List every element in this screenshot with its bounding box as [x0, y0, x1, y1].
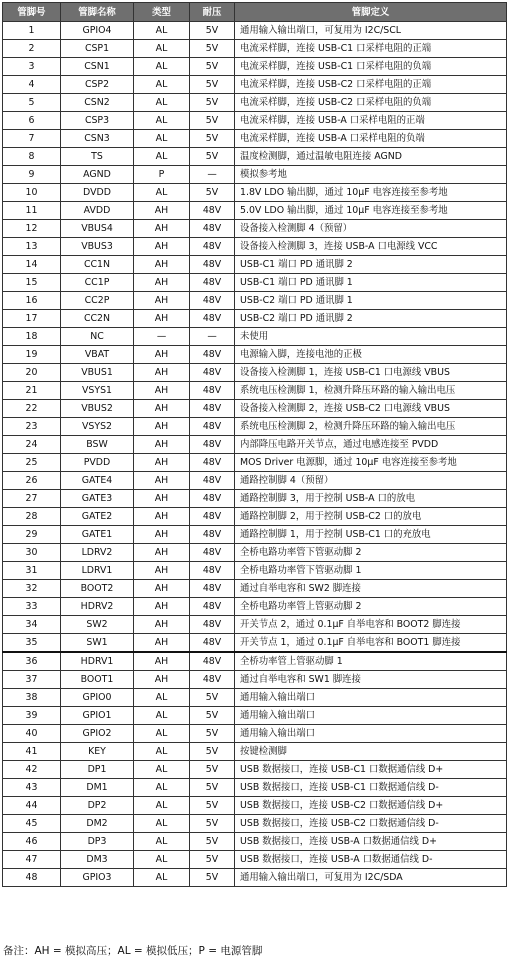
cell-pin-no: 44: [3, 797, 61, 815]
table-row: [3, 707, 507, 725]
cell-voltage: 5V: [190, 815, 235, 833]
cell-pin-no: 46: [3, 833, 61, 851]
cell-definition: USB 数据接口，连接 USB-A 口数据通信线 D+: [235, 833, 507, 851]
cell-definition: USB 数据接口，连接 USB-A 口数据通信线 D-: [235, 851, 507, 869]
cell-type: AH: [134, 202, 190, 220]
header-type: 类型: [134, 3, 190, 22]
cell-voltage: 5V: [190, 743, 235, 761]
cell-pin-name: AVDD: [61, 202, 134, 220]
cell-definition: 模拟参考地: [235, 166, 507, 184]
cell-pin-name: VBUS1: [61, 364, 134, 382]
cell-definition: 通路控制脚 1，用于控制 USB-C1 口的充放电: [235, 526, 507, 544]
cell-type: AH: [134, 238, 190, 256]
cell-pin-name: TS: [61, 148, 134, 166]
cell-voltage: 48V: [190, 562, 235, 580]
table-row: [3, 616, 507, 634]
cell-voltage: 5V: [190, 148, 235, 166]
cell-pin-name: VBAT: [61, 346, 134, 364]
cell-voltage: 5V: [190, 707, 235, 725]
table-row: [3, 148, 507, 166]
cell-voltage: 48V: [190, 436, 235, 454]
cell-type: AH: [134, 292, 190, 310]
cell-type: AH: [134, 256, 190, 274]
cell-voltage: 48V: [190, 274, 235, 292]
cell-definition: 温度检测脚，通过温敏电阻连接 AGND: [235, 148, 507, 166]
cell-pin-name: LDRV2: [61, 544, 134, 562]
cell-pin-no: 8: [3, 148, 61, 166]
cell-voltage: 48V: [190, 472, 235, 490]
cell-voltage: 5V: [190, 779, 235, 797]
cell-definition: 设备接入检测脚 3，连接 USB-A 口电源线 VCC: [235, 238, 507, 256]
cell-pin-no: 20: [3, 364, 61, 382]
table-row: [3, 815, 507, 833]
cell-definition: 通用输入输出端口: [235, 689, 507, 707]
table-row: [3, 382, 507, 400]
cell-voltage: 48V: [190, 292, 235, 310]
cell-pin-no: 14: [3, 256, 61, 274]
cell-type: AL: [134, 40, 190, 58]
cell-type: AL: [134, 58, 190, 76]
cell-type: AH: [134, 382, 190, 400]
cell-definition: USB 数据接口，连接 USB-C1 口数据通信线 D+: [235, 761, 507, 779]
table-row: [3, 797, 507, 815]
table-row: [3, 833, 507, 851]
table-row: [3, 166, 507, 184]
cell-type: AL: [134, 725, 190, 743]
cell-pin-no: 29: [3, 526, 61, 544]
header-definition: 管脚定义: [235, 3, 507, 22]
table-row: [3, 310, 507, 328]
cell-type: AH: [134, 472, 190, 490]
cell-pin-no: 9: [3, 166, 61, 184]
cell-pin-name: HDRV2: [61, 598, 134, 616]
cell-pin-name: GATE2: [61, 508, 134, 526]
cell-definition: USB-C2 端口 PD 通讯脚 2: [235, 310, 507, 328]
cell-type: AL: [134, 94, 190, 112]
cell-pin-name: CSN3: [61, 130, 134, 148]
cell-type: AL: [134, 761, 190, 779]
cell-type: AH: [134, 508, 190, 526]
table-row: [3, 490, 507, 508]
cell-voltage: 48V: [190, 202, 235, 220]
table-row: [3, 238, 507, 256]
cell-pin-no: 40: [3, 725, 61, 743]
cell-voltage: —: [190, 328, 235, 346]
table-row: [3, 562, 507, 580]
cell-pin-no: 43: [3, 779, 61, 797]
cell-type: AL: [134, 743, 190, 761]
cell-pin-name: CSP1: [61, 40, 134, 58]
cell-pin-name: VSYS2: [61, 418, 134, 436]
cell-definition: 通路控制脚 4（预留）: [235, 472, 507, 490]
cell-voltage: 48V: [190, 652, 235, 671]
cell-type: AH: [134, 544, 190, 562]
cell-voltage: 5V: [190, 869, 235, 887]
cell-voltage: 48V: [190, 490, 235, 508]
cell-pin-name: CC2P: [61, 292, 134, 310]
cell-pin-no: 22: [3, 400, 61, 418]
cell-type: AH: [134, 454, 190, 472]
cell-pin-name: GATE1: [61, 526, 134, 544]
cell-type: —: [134, 328, 190, 346]
cell-pin-name: CSP3: [61, 112, 134, 130]
cell-type: AH: [134, 562, 190, 580]
cell-definition: USB-C1 端口 PD 通讯脚 1: [235, 274, 507, 292]
cell-definition: 按键检测脚: [235, 743, 507, 761]
cell-type: AL: [134, 833, 190, 851]
cell-pin-no: 48: [3, 869, 61, 887]
table-row: [3, 725, 507, 743]
cell-voltage: 48V: [190, 616, 235, 634]
cell-pin-no: 21: [3, 382, 61, 400]
cell-pin-no: 45: [3, 815, 61, 833]
table-row: [3, 526, 507, 544]
table-row: [3, 598, 507, 616]
cell-definition: 通路控制脚 2，用于控制 USB-C2 口的放电: [235, 508, 507, 526]
cell-pin-no: 23: [3, 418, 61, 436]
table-row: [3, 184, 507, 202]
cell-pin-no: 7: [3, 130, 61, 148]
cell-pin-no: 1: [3, 22, 61, 40]
cell-definition: 通用输入输出端口，可复用为 I2C/SDA: [235, 869, 507, 887]
cell-pin-no: 13: [3, 238, 61, 256]
cell-pin-name: CC1N: [61, 256, 134, 274]
cell-pin-name: BOOT1: [61, 671, 134, 689]
cell-voltage: 5V: [190, 58, 235, 76]
cell-voltage: 48V: [190, 526, 235, 544]
cell-voltage: 48V: [190, 454, 235, 472]
cell-pin-name: NC: [61, 328, 134, 346]
cell-pin-name: DVDD: [61, 184, 134, 202]
cell-voltage: 48V: [190, 310, 235, 328]
cell-voltage: 5V: [190, 76, 235, 94]
cell-definition: 通路控制脚 3，用于控制 USB-A 口的放电: [235, 490, 507, 508]
cell-type: AH: [134, 652, 190, 671]
cell-voltage: 5V: [190, 22, 235, 40]
cell-pin-no: 16: [3, 292, 61, 310]
cell-definition: 设备接入检测脚 2，连接 USB-C2 口电源线 VBUS: [235, 400, 507, 418]
cell-pin-no: 24: [3, 436, 61, 454]
cell-pin-name: GPIO2: [61, 725, 134, 743]
cell-pin-name: DM3: [61, 851, 134, 869]
cell-voltage: 48V: [190, 598, 235, 616]
cell-definition: USB-C2 端口 PD 通讯脚 1: [235, 292, 507, 310]
cell-definition: 通过自举电容和 SW2 脚连接: [235, 580, 507, 598]
table-row: [3, 40, 507, 58]
table-row: [3, 112, 507, 130]
cell-type: AH: [134, 436, 190, 454]
cell-type: AH: [134, 616, 190, 634]
table-row: [3, 292, 507, 310]
cell-pin-name: BSW: [61, 436, 134, 454]
table-row: [3, 472, 507, 490]
cell-definition: 全桥功率管上管驱动脚 1: [235, 652, 507, 671]
cell-voltage: 48V: [190, 544, 235, 562]
table-row: [3, 22, 507, 40]
cell-pin-name: KEY: [61, 743, 134, 761]
cell-type: AL: [134, 779, 190, 797]
cell-definition: 未使用: [235, 328, 507, 346]
cell-pin-no: 28: [3, 508, 61, 526]
cell-pin-no: 47: [3, 851, 61, 869]
cell-voltage: 48V: [190, 671, 235, 689]
cell-type: AL: [134, 869, 190, 887]
cell-pin-name: DP1: [61, 761, 134, 779]
cell-definition: 通用输入输出端口: [235, 707, 507, 725]
table-row: [3, 454, 507, 472]
cell-pin-name: GPIO4: [61, 22, 134, 40]
table-row: [3, 328, 507, 346]
cell-type: AH: [134, 671, 190, 689]
cell-definition: 电流采样脚，连接 USB-A 口采样电阻的正端: [235, 112, 507, 130]
cell-pin-name: CSN2: [61, 94, 134, 112]
cell-type: AL: [134, 76, 190, 94]
cell-voltage: 5V: [190, 851, 235, 869]
cell-definition: 1.8V LDO 输出脚，通过 10μF 电容连接至参考地: [235, 184, 507, 202]
cell-voltage: 5V: [190, 40, 235, 58]
cell-type: AL: [134, 815, 190, 833]
cell-type: AL: [134, 184, 190, 202]
header-voltage: 耐压: [190, 3, 235, 22]
cell-definition: 全桥电路功率管下管驱动脚 1: [235, 562, 507, 580]
cell-definition: 5.0V LDO 输出脚，通过 10μF 电容连接至参考地: [235, 202, 507, 220]
cell-pin-no: 37: [3, 671, 61, 689]
cell-definition: 系统电压检测脚 2，检测升降压环路的输入输出电压: [235, 418, 507, 436]
cell-voltage: 48V: [190, 400, 235, 418]
table-row: [3, 364, 507, 382]
cell-type: P: [134, 166, 190, 184]
cell-voltage: 5V: [190, 689, 235, 707]
cell-type: AH: [134, 598, 190, 616]
cell-type: AH: [134, 490, 190, 508]
cell-pin-no: 12: [3, 220, 61, 238]
header-pin-no: 管脚号: [3, 3, 61, 22]
cell-pin-no: 27: [3, 490, 61, 508]
cell-type: AL: [134, 689, 190, 707]
table-row: [3, 779, 507, 797]
cell-pin-name: DP3: [61, 833, 134, 851]
cell-pin-name: SW1: [61, 634, 134, 653]
cell-definition: 全桥电路功率管下管驱动脚 2: [235, 544, 507, 562]
cell-definition: 通用输入输出端口: [235, 725, 507, 743]
cell-definition: 电源输入脚，连接电池的正极: [235, 346, 507, 364]
table-row: [3, 869, 507, 887]
table-row: [3, 436, 507, 454]
cell-type: AL: [134, 112, 190, 130]
table-row: [3, 76, 507, 94]
table-row: [3, 400, 507, 418]
cell-definition: 通过自举电容和 SW1 脚连接: [235, 671, 507, 689]
table-row: [3, 346, 507, 364]
cell-pin-no: 32: [3, 580, 61, 598]
cell-voltage: —: [190, 166, 235, 184]
cell-type: AL: [134, 22, 190, 40]
cell-pin-no: 26: [3, 472, 61, 490]
cell-type: AL: [134, 851, 190, 869]
cell-definition: 电流采样脚，连接 USB-C2 口采样电阻的负端: [235, 94, 507, 112]
table-row: [3, 94, 507, 112]
cell-pin-no: 25: [3, 454, 61, 472]
table-row: [3, 418, 507, 436]
cell-type: AH: [134, 220, 190, 238]
cell-voltage: 48V: [190, 580, 235, 598]
cell-pin-no: 35: [3, 634, 61, 653]
cell-type: AL: [134, 130, 190, 148]
table-row: [3, 130, 507, 148]
cell-pin-name: CC2N: [61, 310, 134, 328]
table-row: [3, 851, 507, 869]
cell-type: AH: [134, 400, 190, 418]
cell-pin-no: 38: [3, 689, 61, 707]
cell-pin-name: CSP2: [61, 76, 134, 94]
cell-pin-name: DP2: [61, 797, 134, 815]
cell-pin-no: 15: [3, 274, 61, 292]
cell-definition: USB-C1 端口 PD 通讯脚 2: [235, 256, 507, 274]
cell-type: AL: [134, 148, 190, 166]
cell-definition: 电流采样脚，连接 USB-A 口采样电阻的负端: [235, 130, 507, 148]
cell-type: AH: [134, 346, 190, 364]
cell-definition: 内部降压电路开关节点，通过电感连接至 PVDD: [235, 436, 507, 454]
cell-pin-name: VBUS3: [61, 238, 134, 256]
cell-voltage: 5V: [190, 797, 235, 815]
table-row: [3, 634, 507, 653]
cell-pin-no: 19: [3, 346, 61, 364]
cell-pin-no: 39: [3, 707, 61, 725]
cell-pin-name: GATE3: [61, 490, 134, 508]
cell-voltage: 48V: [190, 238, 235, 256]
cell-pin-no: 41: [3, 743, 61, 761]
cell-voltage: 5V: [190, 112, 235, 130]
cell-pin-no: 18: [3, 328, 61, 346]
cell-definition: 通用输入输出端口，可复用为 I2C/SCL: [235, 22, 507, 40]
cell-definition: USB 数据接口，连接 USB-C1 口数据通信线 D-: [235, 779, 507, 797]
cell-definition: 电流采样脚，连接 USB-C2 口采样电阻的正端: [235, 76, 507, 94]
cell-pin-name: VBUS4: [61, 220, 134, 238]
cell-pin-no: 31: [3, 562, 61, 580]
cell-type: AH: [134, 634, 190, 653]
table-row: [3, 689, 507, 707]
cell-pin-no: 17: [3, 310, 61, 328]
cell-pin-name: CC1P: [61, 274, 134, 292]
cell-definition: 开关节点 1，通过 0.1μF 自举电容和 BOOT1 脚连接: [235, 634, 507, 653]
cell-definition: 全桥电路功率管上管驱动脚 2: [235, 598, 507, 616]
cell-definition: 电流采样脚，连接 USB-C1 口采样电阻的负端: [235, 58, 507, 76]
header-pin-name: 管脚名称: [61, 3, 134, 22]
cell-definition: USB 数据接口，连接 USB-C2 口数据通信线 D-: [235, 815, 507, 833]
cell-definition: 系统电压检测脚 1，检测升降压环路的输入输出电压: [235, 382, 507, 400]
cell-pin-no: 42: [3, 761, 61, 779]
cell-type: AL: [134, 797, 190, 815]
cell-pin-name: LDRV1: [61, 562, 134, 580]
cell-type: AL: [134, 707, 190, 725]
cell-type: AH: [134, 580, 190, 598]
cell-voltage: 5V: [190, 94, 235, 112]
pin-definition-table: [2, 2, 507, 887]
cell-type: AH: [134, 274, 190, 292]
cell-pin-name: GATE4: [61, 472, 134, 490]
cell-voltage: 48V: [190, 382, 235, 400]
cell-pin-name: GPIO1: [61, 707, 134, 725]
cell-pin-name: CSN1: [61, 58, 134, 76]
cell-type: AH: [134, 364, 190, 382]
cell-pin-name: SW2: [61, 616, 134, 634]
table-row: [3, 58, 507, 76]
cell-pin-no: 4: [3, 76, 61, 94]
table-header-row: [3, 3, 507, 22]
cell-pin-no: 33: [3, 598, 61, 616]
cell-pin-name: BOOT2: [61, 580, 134, 598]
cell-pin-no: 5: [3, 94, 61, 112]
cell-definition: 设备接入检测脚 1，连接 USB-C1 口电源线 VBUS: [235, 364, 507, 382]
cell-voltage: 5V: [190, 725, 235, 743]
cell-pin-no: 34: [3, 616, 61, 634]
cell-voltage: 5V: [190, 184, 235, 202]
cell-pin-name: AGND: [61, 166, 134, 184]
table-row: [3, 202, 507, 220]
cell-voltage: 5V: [190, 761, 235, 779]
table-row: [3, 274, 507, 292]
cell-type: AH: [134, 526, 190, 544]
cell-voltage: 48V: [190, 634, 235, 653]
cell-definition: MOS Driver 电源脚，通过 10μF 电容连接至参考地: [235, 454, 507, 472]
cell-pin-name: GPIO0: [61, 689, 134, 707]
table-row: [3, 508, 507, 526]
cell-pin-no: 30: [3, 544, 61, 562]
table-row: [3, 761, 507, 779]
table-row: [3, 652, 507, 671]
cell-voltage: 48V: [190, 220, 235, 238]
table-body: [3, 22, 507, 887]
cell-pin-no: 6: [3, 112, 61, 130]
footnote-legend: 备注：AH = 模拟高压；AL = 模拟低压；P = 电源管脚: [3, 945, 263, 957]
cell-definition: 设备接入检测脚 4（预留）: [235, 220, 507, 238]
cell-pin-name: PVDD: [61, 454, 134, 472]
cell-definition: 开关节点 2，通过 0.1μF 自举电容和 BOOT2 脚连接: [235, 616, 507, 634]
cell-pin-no: 10: [3, 184, 61, 202]
cell-pin-name: GPIO3: [61, 869, 134, 887]
cell-pin-name: DM2: [61, 815, 134, 833]
cell-definition: USB 数据接口，连接 USB-C2 口数据通信线 D+: [235, 797, 507, 815]
cell-type: AH: [134, 310, 190, 328]
cell-type: AH: [134, 418, 190, 436]
table-row: [3, 544, 507, 562]
cell-voltage: 5V: [190, 833, 235, 851]
cell-pin-name: DM1: [61, 779, 134, 797]
cell-voltage: 48V: [190, 256, 235, 274]
cell-voltage: 48V: [190, 364, 235, 382]
cell-pin-no: 3: [3, 58, 61, 76]
cell-pin-no: 11: [3, 202, 61, 220]
cell-pin-name: VBUS2: [61, 400, 134, 418]
cell-pin-name: HDRV1: [61, 652, 134, 671]
cell-voltage: 48V: [190, 508, 235, 526]
table-row: [3, 256, 507, 274]
cell-pin-name: VSYS1: [61, 382, 134, 400]
cell-pin-no: 36: [3, 652, 61, 671]
table-row: [3, 743, 507, 761]
table-row: [3, 580, 507, 598]
table-row: [3, 220, 507, 238]
cell-voltage: 5V: [190, 130, 235, 148]
cell-voltage: 48V: [190, 346, 235, 364]
cell-voltage: 48V: [190, 418, 235, 436]
cell-pin-no: 2: [3, 40, 61, 58]
table-row: [3, 671, 507, 689]
cell-definition: 电流采样脚，连接 USB-C1 口采样电阻的正端: [235, 40, 507, 58]
